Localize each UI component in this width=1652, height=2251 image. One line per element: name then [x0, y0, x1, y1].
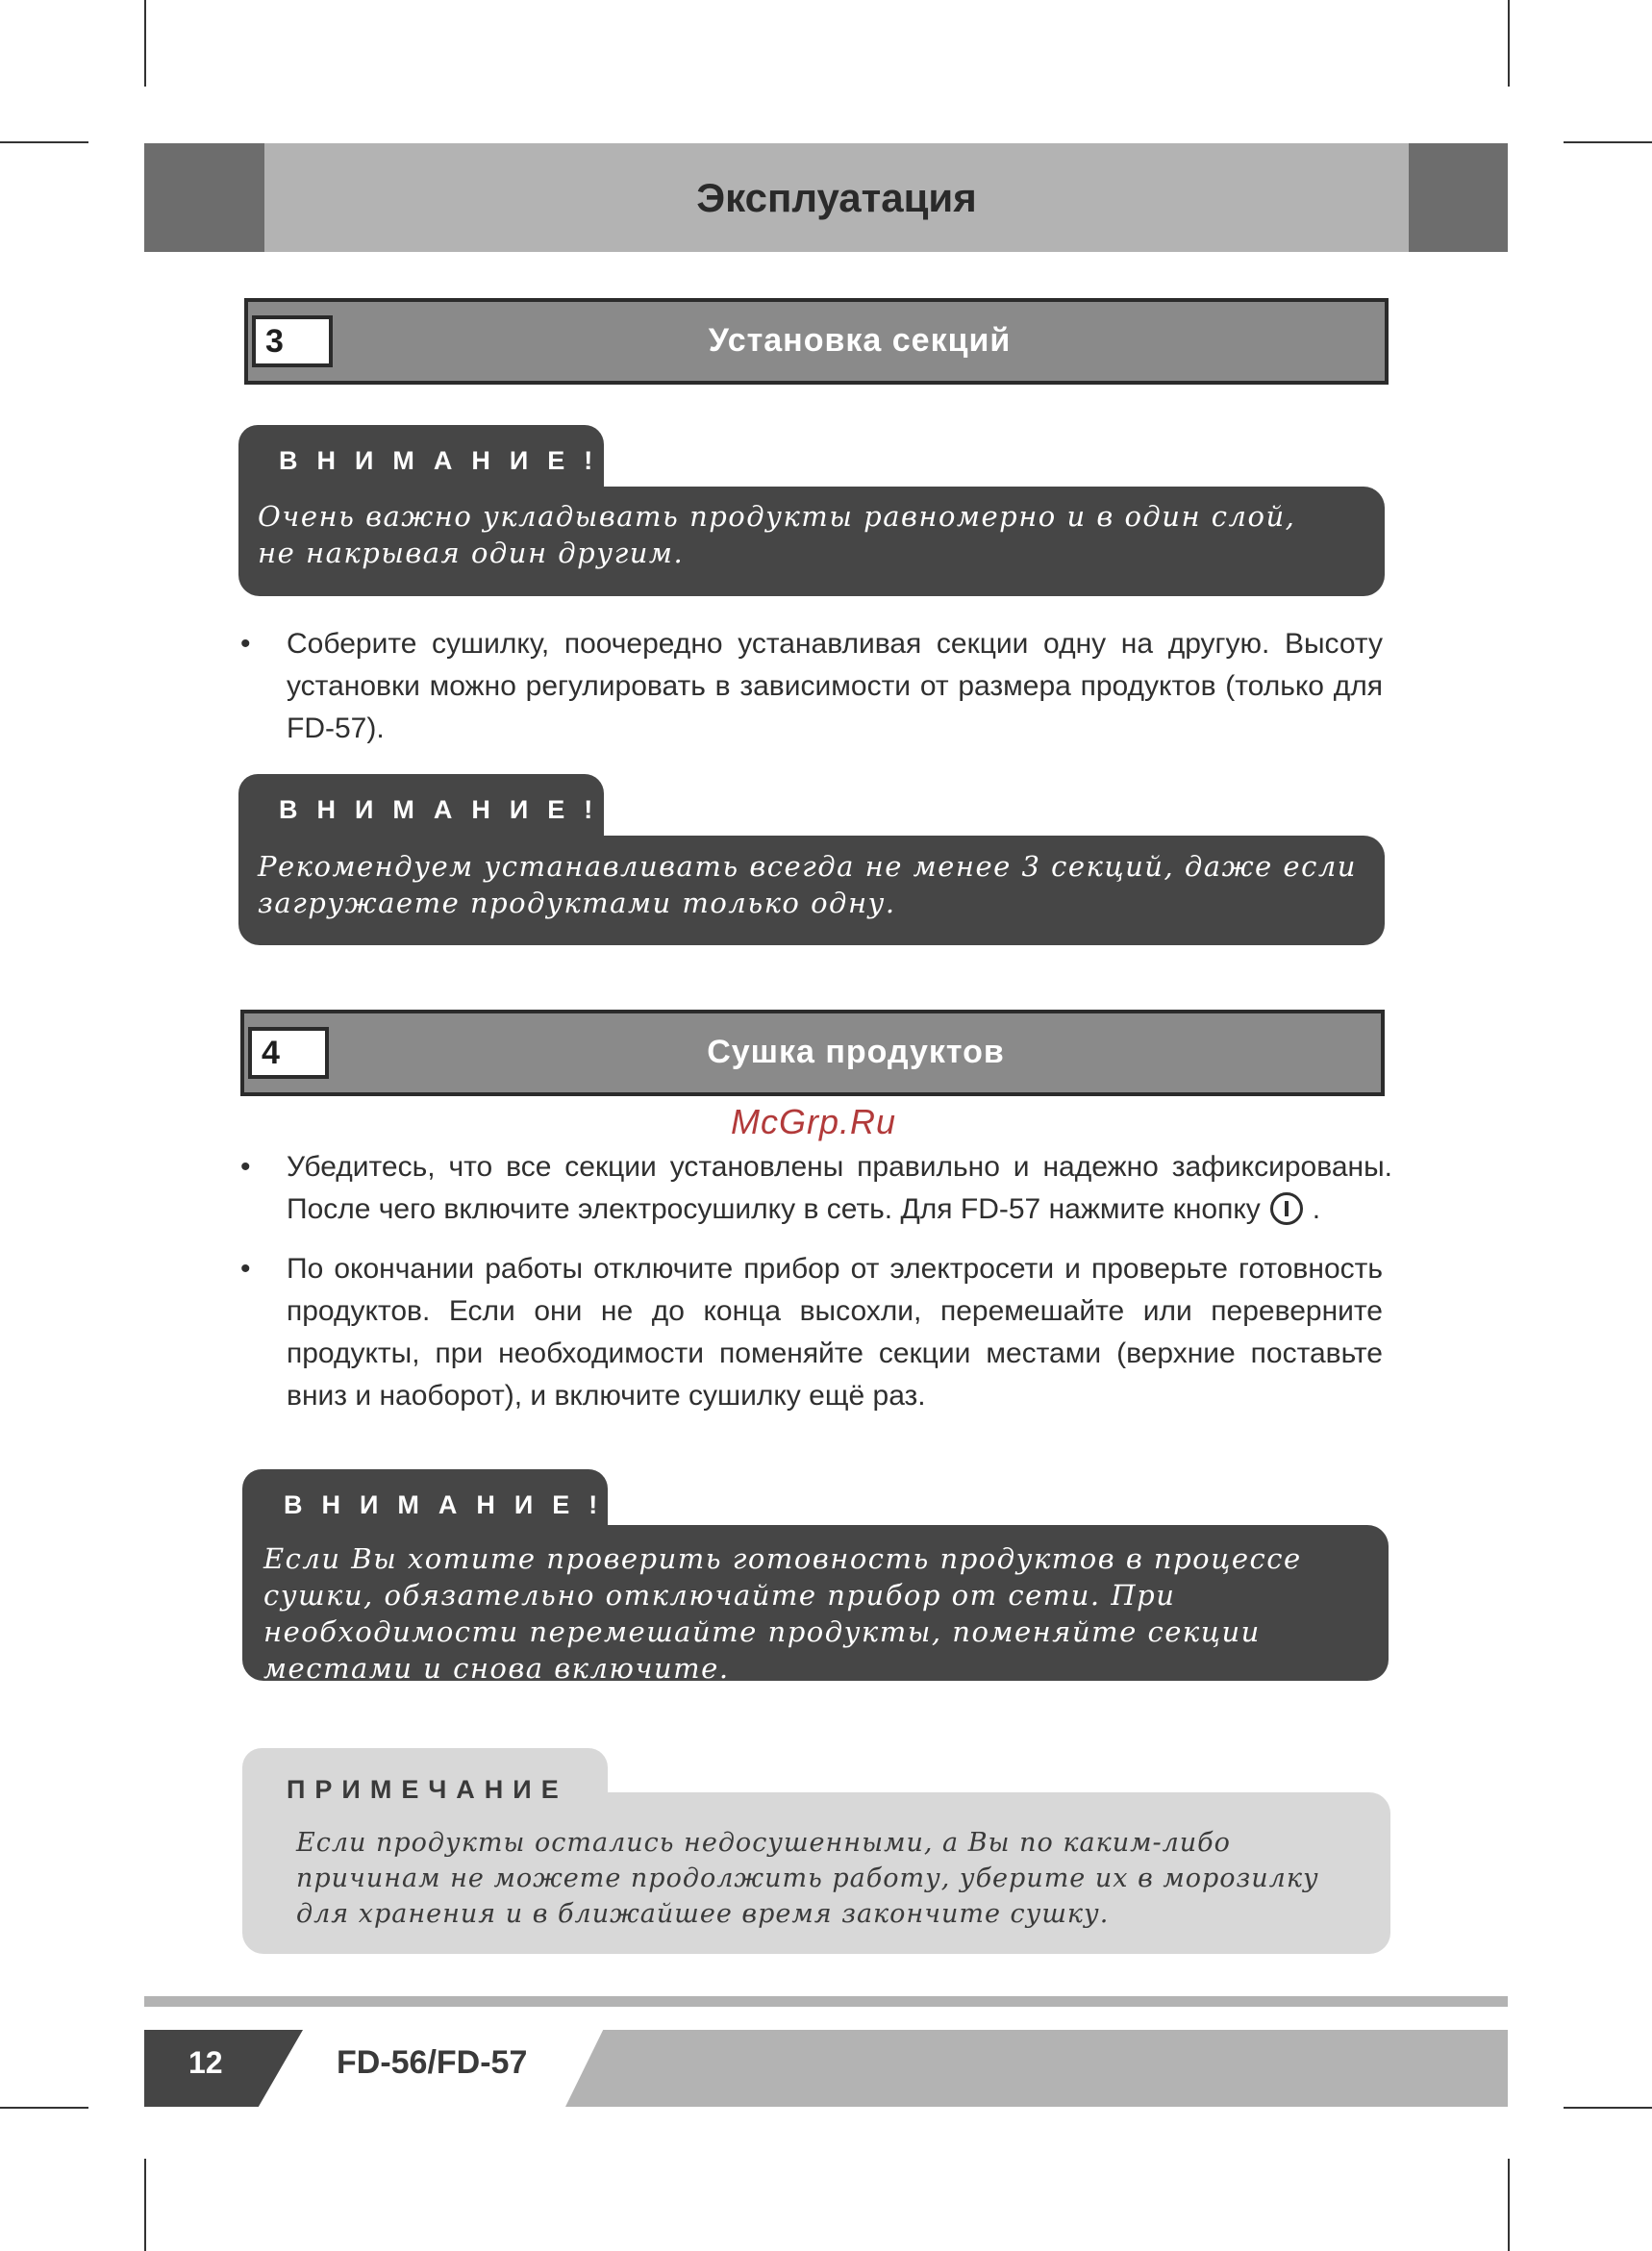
bullet-text: Соберите сушилку, поочередно устанавливая секции одну на другую. Высоту установки можно регулировать в зависимости от размера продуктов (только для FD-57). — [287, 628, 1383, 744]
footer-bar — [565, 2030, 1508, 2107]
bullet-marker: • — [240, 1151, 251, 1183]
crop-mark — [1564, 2107, 1652, 2109]
footer-page-number-block — [144, 2030, 303, 2107]
bullet-marker: • — [240, 1253, 251, 1285]
crop-mark — [144, 0, 146, 87]
crop-mark — [0, 141, 88, 143]
warning-text: Очень важно укладывать продукты равномерно и в один слой, не накрывая один другим. — [258, 500, 1296, 569]
section-number: 3 — [252, 315, 333, 367]
crop-mark — [1508, 2159, 1510, 2251]
section-header-3 — [244, 298, 1389, 385]
page-number: 12 — [188, 2045, 223, 2080]
power-icon — [1270, 1192, 1303, 1225]
section-header-4 — [240, 1010, 1385, 1096]
header-left-block — [144, 143, 264, 252]
footer-model: FD-56/FD-57 — [337, 2044, 528, 2081]
bullet-text-main: Убедитесь, что все секции установлены правильно и надежно зафиксированы. После чего включите электросушилку в сеть. Для FD-57 нажмите кнопку — [287, 1151, 1392, 1225]
warning-label: ВНИМАНИЕ! — [279, 795, 613, 824]
warning-text: Если Вы хотите проверить готовность продуктов в процессе сушки, обязательно отключайте прибор от сети. При необходимости перемешайте продукты, поменяйте секции местами и снова включите. — [263, 1542, 1302, 1685]
warning-label: ВНИМАНИЕ! — [284, 1490, 617, 1519]
section-number: 4 — [248, 1027, 329, 1079]
bullet-text: По окончании работы отключите прибор от электросети и проверьте готовность продуктов. Если они не до конца высохли, перемешайте или переверните продукты, при необходимости поменяйте секции местами (верхние поставьте вниз и наоборот), и включите сушилку ещё раз. — [287, 1253, 1383, 1412]
warning-text: Рекомендуем устанавливать всегда не менее 3 секций, даже если загружаете продуктами только одну. — [258, 850, 1357, 919]
bullet-text-end: . — [1312, 1193, 1321, 1225]
note-label: ПРИМЕЧАНИЕ — [287, 1775, 568, 1804]
footer-rule — [144, 1996, 1508, 2007]
bullet-marker: • — [240, 628, 251, 660]
crop-mark — [1564, 141, 1652, 143]
bullet-text — [287, 1146, 1392, 1231]
warning-label: ВНИМАНИЕ! — [279, 446, 613, 475]
page-title: Эксплуатация — [696, 174, 977, 220]
crop-mark — [0, 2107, 88, 2109]
note-text: Если продукты остались недосушенными, а Вы по каким-либо причинам не можете продолжить работу, уберите их в морозилку для хранения и в ближайшее время закончите сушку. — [296, 1828, 1319, 1929]
header-right-block — [1409, 143, 1508, 252]
crop-mark — [144, 2159, 146, 2251]
watermark-text: McGrp.Ru — [731, 1102, 897, 1141]
section-title: Установка секций — [708, 321, 1012, 359]
section-title: Сушка продуктов — [707, 1033, 1005, 1070]
crop-mark — [1508, 0, 1510, 87]
